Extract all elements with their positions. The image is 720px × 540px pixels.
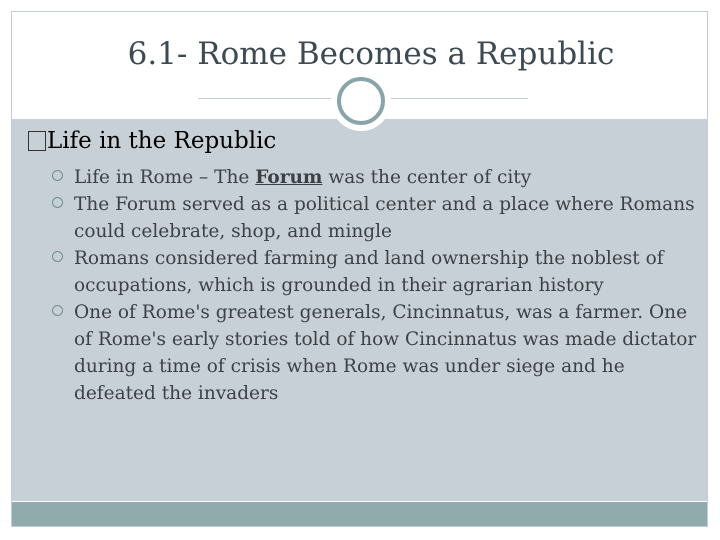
section-heading-text: Life in the Republic xyxy=(47,128,277,154)
checkbox-square-icon xyxy=(28,131,46,151)
footer-bar xyxy=(12,502,707,526)
bullet-text-before: Life in Rome – The xyxy=(74,167,256,188)
hollow-circle-icon xyxy=(52,251,63,262)
forum-emphasis: Forum xyxy=(255,167,323,188)
bullet-list xyxy=(52,164,702,407)
hollow-circle-icon xyxy=(52,197,63,208)
list-item xyxy=(52,245,702,299)
hollow-circle-icon xyxy=(52,305,63,316)
slide-title: 6.1- Rome Becomes a Republic xyxy=(127,36,615,72)
ring-icon xyxy=(337,77,385,125)
list-item xyxy=(52,164,702,191)
list-item xyxy=(52,191,702,245)
bullet-text: The Forum served as a political center and a place where Romans could celebrate, shop, and mingle xyxy=(74,194,695,242)
list-item xyxy=(52,299,702,407)
bullet-text-after: was the center of city xyxy=(322,167,532,188)
bullet-text: One of Rome's greatest generals, Cincinnatus, was a farmer. One of Rome's early stories told of how Cincinnatus was made dictator during a time of crisis when Rome was under siege and he defeated the invaders xyxy=(74,302,697,404)
hollow-circle-icon xyxy=(52,170,63,181)
section-heading xyxy=(28,128,276,154)
bullet-text: Romans considered farming and land ownership the noblest of occupations, which is grounded in their agrarian history xyxy=(74,248,664,296)
